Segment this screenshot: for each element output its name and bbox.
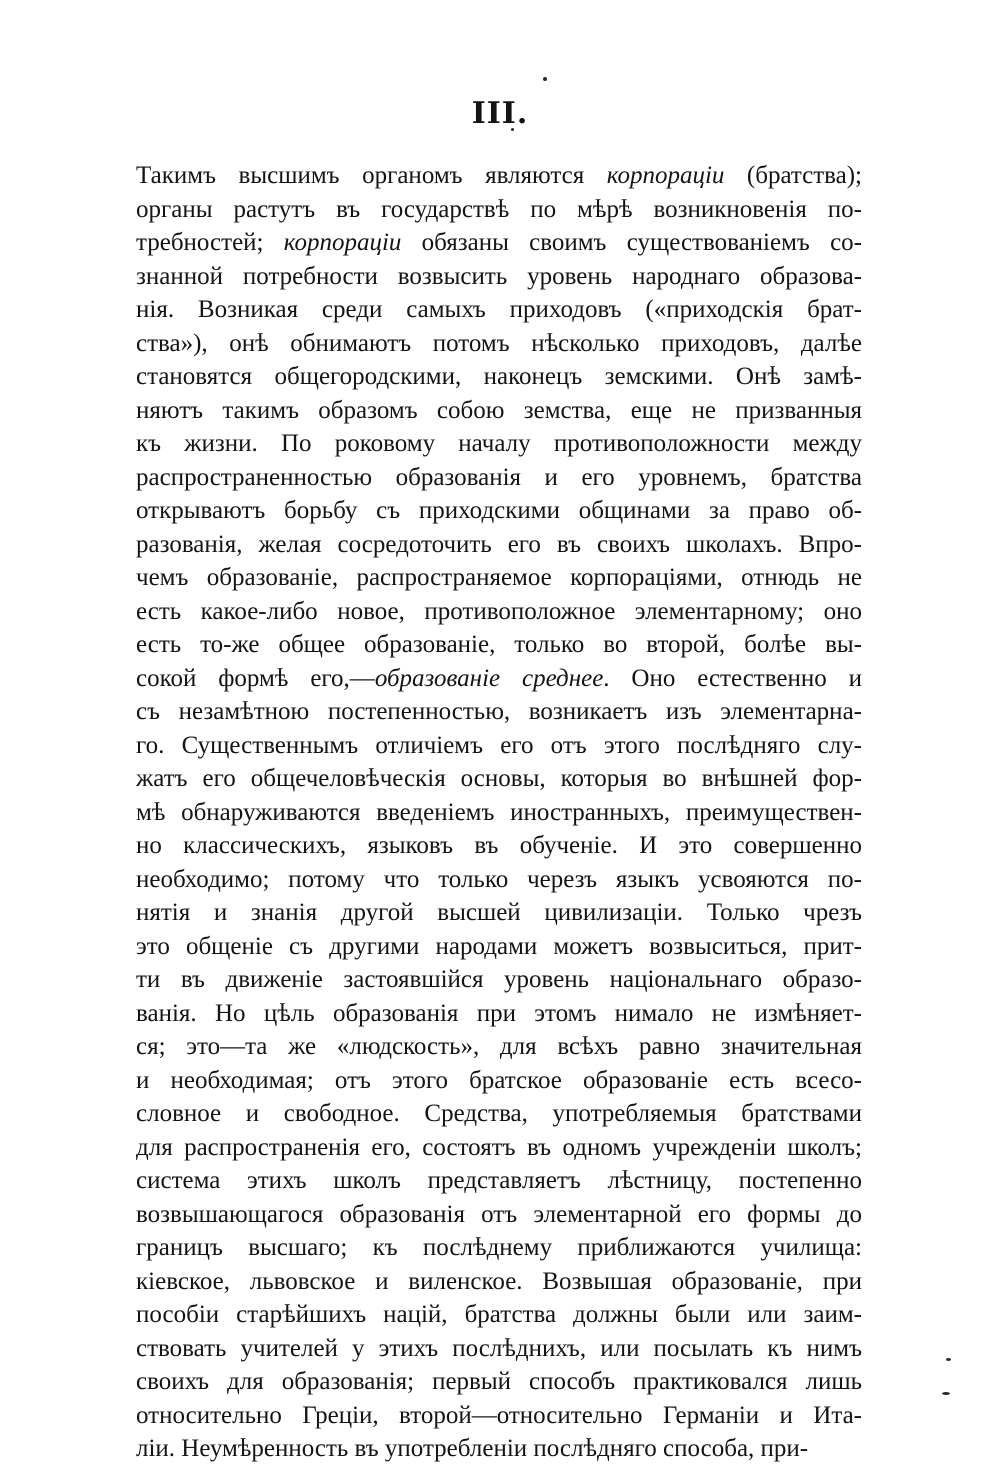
ink-speck — [543, 77, 547, 81]
text-line: го. Существеннымъ отличіемъ его отъ этого послѣдняго слу- — [136, 731, 862, 759]
text-line: органы растутъ въ государствѣ по мѣрѣ возникновенія по- — [136, 195, 862, 223]
text-line: чемъ образованіе, распространяемое корпораціями, отнюдь не — [136, 564, 862, 591]
ink-speck — [946, 1358, 951, 1361]
text-line: необходимо; потому что только черезъ языкъ усвояются по- — [136, 865, 862, 893]
text-line: распространенностью образованія и его уровнемъ, братства — [136, 463, 862, 491]
text-line: относительно Греціи, второй—относительно Германіи и Ита- — [136, 1401, 862, 1429]
text-line: ти въ движеніе застоявшійся уровень національнаго образо- — [136, 966, 862, 993]
chapter-heading: III. — [471, 96, 529, 131]
text-line: словное и свободное. Средства, употребляемыя братствами — [136, 1100, 862, 1127]
ink-speck — [942, 1392, 950, 1395]
text-line: мѣ обнаруживаются введеніемъ иностранныхъ, преимуществен- — [136, 798, 862, 826]
text-line: но классическихъ, языковъ въ обученіе. И это совершенно — [136, 832, 862, 859]
text-line: нія. Возникая среди самыхъ приходовъ («приходскія брат- — [136, 296, 862, 323]
text-line: своихъ для образованія; первый способъ практиковался лишь — [136, 1368, 862, 1395]
text-line: становятся общегородскими, наконецъ земскими. Онѣ замѣ- — [136, 363, 862, 390]
text-line: пособіи старѣйшихъ націй, братства должны были или заим- — [136, 1301, 862, 1328]
emphasized-phrase: образованіе среднее — [374, 664, 604, 692]
emphasized-phrase: корпораціи — [606, 162, 725, 189]
paragraph — [136, 159, 862, 1466]
text-line: няютъ такимъ образомъ собою земства, еще не призванныя — [136, 396, 862, 424]
text-line: и необходимая; отъ этого братское образованіе есть всесо- — [136, 1066, 862, 1094]
text-line: разованія, желая сосредоточить его въ своихъ школахъ. Впро- — [136, 530, 862, 558]
text-line: ствовать учителей у этихъ послѣднихъ, или посылать къ нимъ — [136, 1334, 862, 1362]
text-line: есть какое-либо новое, противоположное элементарному; оно — [136, 597, 862, 625]
text-line: знанной потребности возвысить уровень народнаго образова- — [136, 262, 862, 290]
text-line: требностей; корпораціи обязаны своимъ существованіемъ со- — [136, 229, 862, 256]
text-line: ліи. Неумѣренность въ употребленіи послѣдняго способа, при- — [136, 1435, 809, 1462]
text-line: жатъ его общечеловѣческія основы, которыя во внѣшней фор- — [136, 765, 862, 792]
text-line: система этихъ школъ представляетъ лѣстницу, постепенно — [136, 1167, 862, 1194]
text-line: кіевское, львовское и виленское. Возвышая образованіе, при — [136, 1267, 862, 1295]
text-line: Такимъ высшимъ органомъ являются корпораціи (братства); — [136, 162, 862, 189]
text-line: это общеніе съ другими народами можетъ возвыситься, прит- — [136, 932, 862, 960]
text-line: есть то-же общее образованіе, только во второй, болѣе вы- — [136, 631, 862, 658]
text-line: ся; это—та же «людскость», для всѣхъ равно значительная — [136, 1033, 862, 1060]
text-line: ванія. Но цѣль образованія при этомъ нимало не измѣняет- — [136, 999, 862, 1027]
text-line: къ жизни. По роковому началу противоположности между — [136, 430, 862, 457]
text-line: открываютъ борьбу съ приходскими общинами за право об- — [136, 497, 862, 524]
text-line: границъ высшаго; къ послѣднему приближаются училища: — [136, 1234, 862, 1261]
text-line: сокой формѣ его,—образованіе среднее. Оно естественно и — [136, 664, 862, 692]
emphasized-phrase: корпораціи — [283, 229, 402, 256]
text-line: для распространенія его, состоятъ въ одномъ учрежденіи школъ; — [136, 1133, 862, 1161]
text-line: ства»), онѣ обнимаютъ потомъ нѣсколько приходовъ, далѣе — [136, 329, 862, 357]
text-line: нятія и знанія другой высшей цивилизаціи. Только чрезъ — [136, 899, 862, 926]
text-line: возвышающагося образованія отъ элементарной его формы до — [136, 1200, 862, 1228]
text-line: съ незамѣтною постепенностью, возникаетъ изъ элементарна- — [136, 698, 862, 725]
